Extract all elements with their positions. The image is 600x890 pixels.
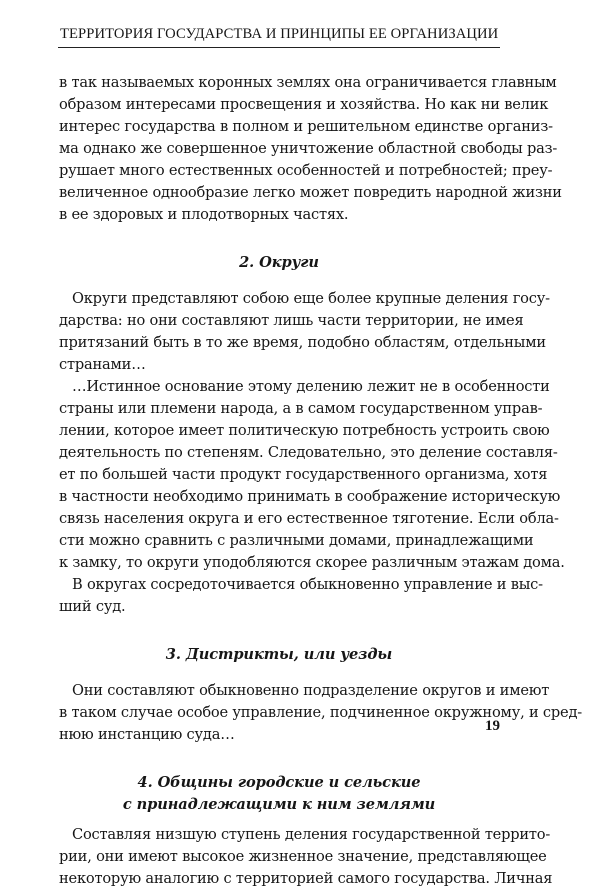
text-line: Составляя низшую ступень деления государственной террито- [72,826,551,843]
text-line: лении, которое имеет политическую потребность устроить свою [59,422,550,439]
header-rule [58,47,500,48]
section-okrugi [59,252,565,618]
text-line: образом интересами просвещения и хозяйства. Но как ни велик [59,96,549,113]
text-line: Округи представляют собою еще более крупные деления госу- [72,290,550,307]
text-line: дарства: но они составляют лишь части территории, не имея [59,312,524,329]
running-head: ТЕРРИТОРИЯ ГОСУДАРСТВА И ПРИНЦИПЫ ЕЕ ОРГАНИЗАЦИИ [60,26,499,42]
text-line: нюю инстанцию суда… [59,726,235,743]
page-body [59,72,583,890]
text-line: ет по большей части продукт государственного организма, хотя [59,466,548,483]
text-line: рии, они имеют высокое жизненное значение, представляющее [59,848,547,865]
text-line: к замку, то округи уподобляются скорее различным этажам дома. [59,554,565,571]
page-number: 19 [485,718,500,734]
intro-paragraph [59,72,562,226]
text-line: деятельность по степеням. Следовательно, это деление составля- [59,444,558,461]
text-line: связь населения округа и его естественное тяготение. Если обла- [59,510,559,527]
text-line: …Истинное основание этому делению лежит не в особенности [72,378,550,395]
text-line: притязаний быть в то же время, подобно областям, отдельными [59,334,546,351]
text-line: интерес государства в полном и решительном единстве организ- [59,118,553,135]
text-line: в частности необходимо принимать в соображение историческую [59,488,561,505]
section-districts [59,644,583,746]
paragraph [59,376,565,574]
text-line: В округах сосредоточивается обыкновенно управление и выс- [72,576,543,593]
text-line: некоторую аналогию с территорией самого государства. Личная [59,870,553,887]
text-line: в так называемых коронных землях она ограничивается главным [59,74,557,91]
paragraph [59,680,583,746]
paragraph [59,824,553,890]
paragraph [59,574,543,618]
text-line: сти можно сравнить с различными домами, принадлежащими [59,532,534,549]
text-line: величенное однообразие легко может повредить народной жизни [59,184,562,201]
section-heading: 3. Дистрикты, или уезды [165,646,393,663]
text-line: странами… [59,356,146,373]
text-line: ший суд. [59,598,126,615]
section-communities [59,772,553,890]
text-line: ма однако же совершенное уничтожение областной свободы раз- [59,140,558,157]
text-line: Они составляют обыкновенно подразделение округов и имеют [72,682,550,699]
text-line: в ее здоровых и плодотворных частях. [59,206,349,223]
section-heading: 4. Общины городские и сельские [137,774,421,791]
section-heading: с принадлежащими к ним землями [122,796,436,813]
paragraph [59,288,550,376]
text-line: страны или племени народа, а в самом государственном управ- [59,400,543,417]
text-line: в таком случае особое управление, подчиненное окружному, и сред- [59,704,583,721]
text-line: рушает много естественных особенностей и потребностей; преу- [59,162,553,179]
section-heading: 2. Округи [239,254,319,271]
